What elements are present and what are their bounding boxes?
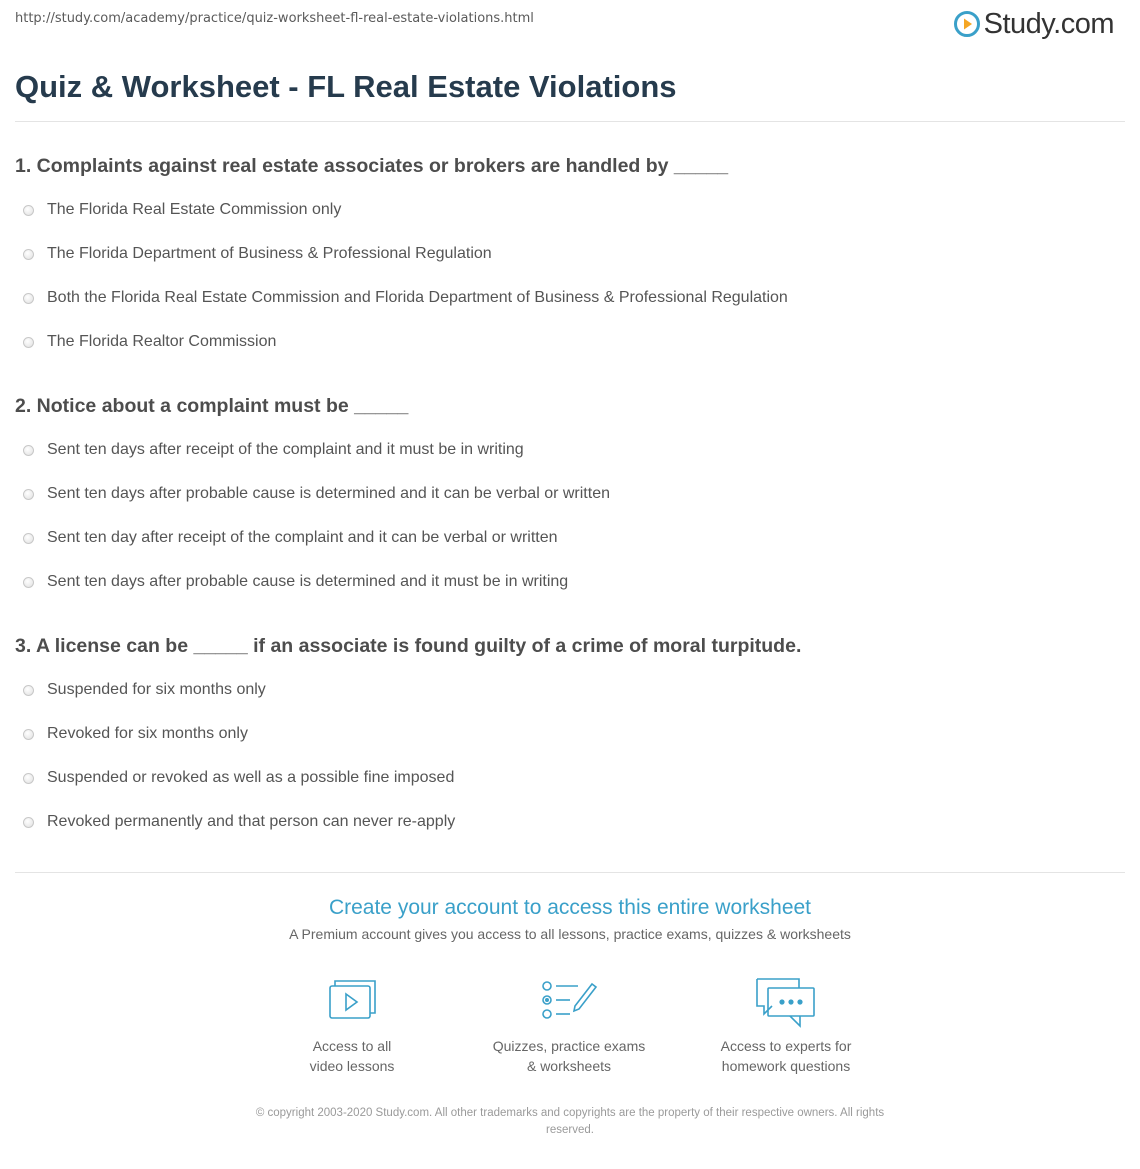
play-circle-icon [954,11,980,37]
feature-label-line1: Quizzes, practice exams [492,1038,646,1054]
video-lessons-icon [326,976,378,1022]
feature-label-line2: & worksheets [526,1058,612,1074]
radio-button[interactable] [23,293,34,304]
answer-option[interactable] [23,332,276,352]
feature-label-line1: Access to experts for [720,1038,852,1054]
answer-option[interactable] [23,572,568,592]
question-3: 3. A license can be _____ if an associate is found guilty of a crime of moral turpitude. [15,635,802,657]
page-title: Quiz & Worksheet - FL Real Estate Violations [15,69,677,104]
radio-button[interactable] [23,729,34,740]
answer-text: Both the Florida Real Estate Commission and Florida Department of Business & Professional Regulation [47,289,788,306]
radio-button[interactable] [23,533,34,544]
answer-text: Revoked permanently and that person can never re-apply [47,813,456,830]
create-account-link[interactable]: Create your account to access this entire worksheet [328,896,812,919]
answer-text: The Florida Real Estate Commission only [47,201,342,218]
radio-button[interactable] [23,577,34,588]
copyright-line1: © copyright 2003-2020 Study.com. All other trademarks and copyrights are the property of their respective owners. All rights [255,1107,885,1119]
question-1: 1. Complaints against real estate associates or brokers are handled by _____ [15,155,729,177]
quiz-list-icon [540,976,598,1022]
answer-option[interactable] [23,200,341,220]
answer-text: Suspended for six months only [47,681,266,698]
radio-button[interactable] [23,773,34,784]
answer-option[interactable] [23,528,558,548]
answer-text: The Florida Department of Business & Professional Regulation [47,245,492,262]
answer-text: Sent ten days after probable cause is determined and it must be in writing [47,573,569,590]
feature-quizzes [469,976,669,1076]
answer-option[interactable] [23,768,454,788]
answer-option[interactable] [23,440,524,460]
feature-label-line2: video lessons [309,1058,395,1074]
answer-text: Sent ten days after receipt of the complaint and it must be in writing [47,441,524,458]
question-2: 2. Notice about a complaint must be _____ [15,395,409,417]
answer-option[interactable] [23,680,266,700]
answer-option[interactable] [23,724,248,744]
study-logo[interactable] [954,7,1114,41]
cta-subtitle: A Premium account gives you access to all lessons, practice exams, quizzes & worksheets [289,926,851,942]
feature-experts [686,976,886,1076]
radio-button[interactable] [23,249,34,260]
answer-text: Sent ten day after receipt of the complaint and it can be verbal or written [47,529,558,546]
answer-option[interactable] [23,812,455,832]
radio-button[interactable] [23,205,34,216]
feature-label-line1: Access to all [312,1038,392,1054]
radio-button[interactable] [23,685,34,696]
radio-button[interactable] [23,445,34,456]
radio-button[interactable] [23,489,34,500]
title-divider [15,121,1125,122]
logo-text: Study.com [983,7,1114,40]
answer-text: Revoked for six months only [47,725,248,742]
copyright-line2: reserved. [546,1124,594,1136]
radio-button[interactable] [23,337,34,348]
feature-label-line2: homework questions [721,1058,851,1074]
answer-text: Sent ten days after probable cause is determined and it can be verbal or written [47,485,610,502]
answer-option[interactable] [23,288,788,308]
feature-video-lessons [252,976,452,1076]
answer-option[interactable] [23,484,610,504]
answer-option[interactable] [23,244,492,264]
chat-experts-icon [754,976,818,1028]
copyright-notice [215,1105,925,1139]
answer-text: Suspended or revoked as well as a possible fine imposed [47,769,455,786]
answer-text: The Florida Realtor Commission [47,333,277,350]
content-divider [15,872,1125,873]
radio-button[interactable] [23,817,34,828]
page-url: http://study.com/academy/practice/quiz-worksheet-fl-real-estate-violations.html [15,11,534,26]
